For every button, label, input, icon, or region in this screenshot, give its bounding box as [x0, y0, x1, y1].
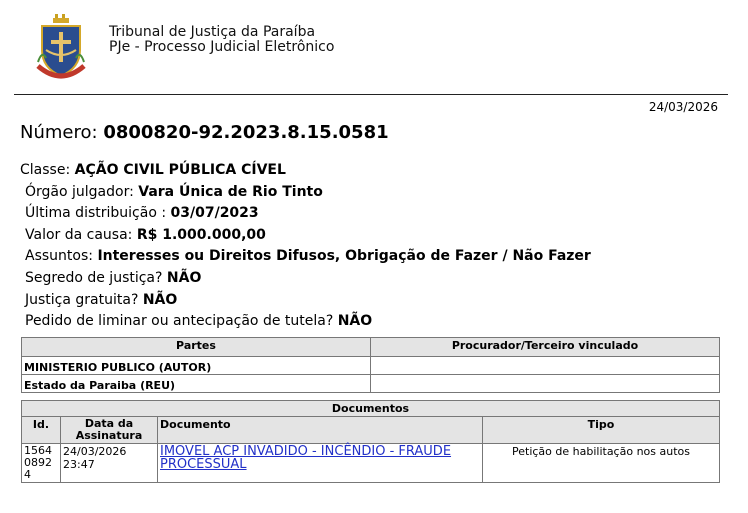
document-date: 24/03/2026	[648, 100, 718, 114]
col-data-header: Data da Assinatura	[61, 417, 158, 444]
procurador-cell	[371, 357, 720, 375]
partes-table	[21, 337, 720, 393]
detail-orgao-julgador: Órgão julgador: Vara Única de Rio Tinto	[25, 183, 323, 200]
table-row	[22, 375, 720, 393]
table-row	[22, 357, 720, 375]
parte-cell: MINISTERIO PUBLICO (AUTOR)	[22, 357, 371, 375]
col-id-header: Id.	[22, 417, 61, 444]
detail-justica-gratuita: Justiça gratuita? NÃO	[25, 291, 178, 308]
detail-ultima-distribuicao: Última distribuição : 03/07/2023	[25, 205, 259, 222]
process-number-label: Número:	[20, 122, 98, 143]
detail-valor-causa: Valor da causa: R$ 1.000.000,00	[25, 226, 266, 243]
header-divider	[14, 94, 728, 95]
procurador-cell	[371, 375, 720, 393]
document-link[interactable]: IMOVEL ACP INVADIDO - INCÊNDIO - FRAUDE PROCESSUAL	[160, 444, 452, 472]
page-header	[0, 0, 748, 96]
doc-link-cell	[158, 444, 483, 483]
detail-assuntos: Assuntos: Interesses ou Direitos Difusos, Obrigação de Fazer / Não Fazer	[25, 248, 591, 265]
detail-classe: Classe: AÇÃO CIVIL PÚBLICA CÍVEL	[20, 162, 286, 178]
system-name: PJe - Processo Judicial Eletrônico	[109, 39, 335, 55]
court-name: Tribunal de Justiça da Paraíba	[109, 24, 316, 40]
partes-header: Partes	[22, 338, 371, 357]
process-number	[20, 122, 389, 143]
process-number-value: 0800820-92.2023.8.15.0581	[103, 122, 389, 143]
documentos-table	[21, 400, 720, 483]
table-row	[22, 444, 720, 483]
doc-date-cell: 24/03/2026 23:47	[61, 444, 158, 483]
doc-id-cell: 156408924	[22, 444, 61, 483]
parte-cell: Estado da Paraiba (REU)	[22, 375, 371, 393]
doc-tipo-cell: Petição de habilitação nos autos	[483, 444, 720, 483]
detail-segredo-justica: Segredo de justiça? NÃO	[25, 269, 202, 286]
col-documento-header: Documento	[158, 417, 483, 444]
procurador-header: Procurador/Terceiro vinculado	[371, 338, 720, 357]
court-seal-logo	[36, 14, 86, 86]
process-details	[20, 160, 591, 333]
documentos-title: Documentos	[22, 401, 720, 417]
col-tipo-header: Tipo	[483, 417, 720, 444]
detail-pedido-liminar: Pedido de liminar ou antecipação de tutela? NÃO	[25, 313, 373, 330]
